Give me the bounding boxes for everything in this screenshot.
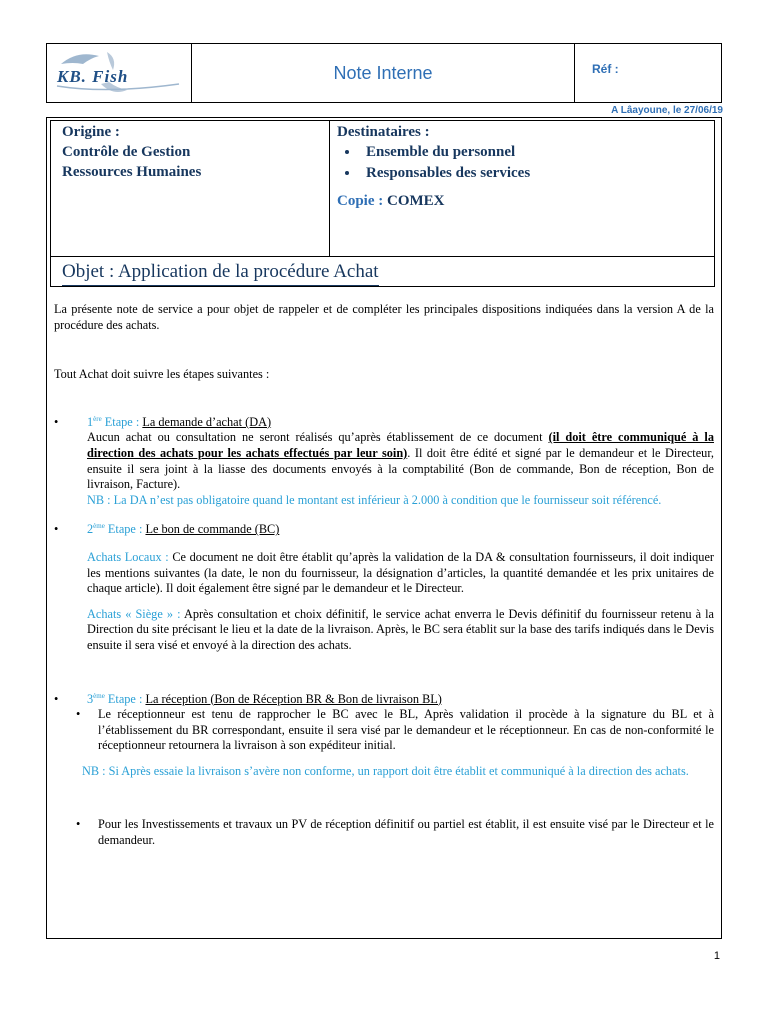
step-3-sub-2 xyxy=(54,817,714,848)
bullet-icon: • xyxy=(76,817,81,832)
step-2-num: 2ème Etape : xyxy=(87,522,146,537)
step-1-title: La demande d’achat (DA) xyxy=(142,414,272,429)
note-title: Note Interne xyxy=(333,62,433,83)
copie-value: COMEX xyxy=(387,193,445,209)
step-2-siege: Achats « Siège » : Après consultation et choix définitif, le service achat enverra le Devis définitif du fournisseur retenu à la Direction du site précisant le lieu et la date de la livraison. Après, le BC sera établit sur la base des tarifs indiqués dans le Devis ensuite il sera visé et envoyé à la direction des achats. xyxy=(87,606,715,652)
logo-cell xyxy=(47,44,192,102)
origine-cell xyxy=(51,121,330,256)
logo-text: KB. Fish xyxy=(57,67,129,86)
address-box xyxy=(50,120,715,287)
step-3-heading xyxy=(82,692,714,708)
destinataire-item: • Responsables des services xyxy=(360,163,714,184)
step-3-num: 3ème Etape : xyxy=(87,691,146,706)
bullet-icon: • xyxy=(54,522,59,537)
destinataire-item: • Ensemble du personnel xyxy=(360,142,714,163)
copie-line xyxy=(337,193,714,210)
page-number: 1 xyxy=(713,950,720,962)
bullet-icon: • xyxy=(76,707,81,722)
ref-label: Réf : xyxy=(592,62,619,76)
company-logo xyxy=(47,44,191,102)
step-2-locaux: Achats Locaux : Ce document ne doit être établit qu’après la validation de la DA & consultation fournisseurs, il doit indiquer les mentions suivantes (la date, le non du fournisseur, la désignation d’articles, la quantité demandée et les prix unitaires de chaque article). Il doit également être signé par le demandeur et le Directeur. xyxy=(87,549,714,596)
copie-label: Copie : xyxy=(337,193,384,209)
header-table xyxy=(46,43,722,103)
date-line: A Lâayoune, le 27/06/19 xyxy=(611,105,723,116)
step-3 xyxy=(54,692,714,708)
origine-line2: Ressources Humaines xyxy=(62,164,202,180)
step-2-title: Le bon de commande (BC) xyxy=(145,522,280,537)
note-title-cell xyxy=(192,44,575,102)
origine-line1: Contrôle de Gestion xyxy=(62,144,191,160)
step-3-title: La réception (Bon de Réception BR & Bon de livraison BL) xyxy=(145,691,442,706)
bullet-icon: • xyxy=(54,414,59,429)
step-1-heading xyxy=(82,415,714,431)
step-1-num: 1ère Etape : xyxy=(87,414,143,429)
note-body xyxy=(54,302,714,849)
step-2-heading xyxy=(82,522,714,538)
tout-achat-paragraph: Tout Achat doit suivre les étapes suivantes : xyxy=(54,367,270,382)
step-1-text: Aucun achat ou consultation ne seront réalisés qu’après établissement de ce document (il doit être communiqué à la direction des achats pour les achats effectués par leur soin). Il doit être édité et signé par le demandeur et le Directeur, ensuite il sera joint à la liasse des documents envoyés à la comptabilité (Bon de commande, Bon de réception, Bon de livraison, Facture). xyxy=(87,430,714,492)
destinataires-label: Destinataires : xyxy=(337,124,430,140)
step-2 xyxy=(54,522,714,653)
destinataires-cell xyxy=(330,121,714,256)
step-3-sub-1-text: Le réceptionneur est tenu de rapprocher le BC avec le BL, Après validation il procède à la signature du BL et à l’établissement du BR correspondant, ensuite il sera visé par le demandeur et le réceptionneur. En cas de non-conformité le réceptionneur retournera la livraison à son expéditeur initial. xyxy=(98,707,714,753)
objet-cell xyxy=(51,256,714,286)
step-3-nb: NB : Si Après essaie la livraison s’avère non conforme, un rapport doit être établit et communiqué à la direction des achats. xyxy=(82,763,689,778)
step-1-nb: NB : La DA n’est pas obligatoire quand le montant est inférieur à 2.000 à condition que le fournisseur soit référencé. xyxy=(87,492,662,507)
step-3-sub-1 xyxy=(54,707,714,754)
origine-label: Origine : xyxy=(62,124,120,140)
step-1 xyxy=(54,415,714,509)
objet-title: Objet : Application de la procédure Achat xyxy=(62,259,379,286)
destinataires-list xyxy=(337,142,714,184)
step-3-sub-2-text: Pour les Investissements et travaux un PV de réception définitif ou partiel est établit, il est ensuite visé par le Directeur et le demandeur. xyxy=(98,817,714,848)
intro-paragraph: La présente note de service a pour objet de rappeler et de compléter les principales dispositions indiquées dans la version A de la procédure des achats. xyxy=(54,302,714,332)
bullet-icon: • xyxy=(54,691,59,706)
